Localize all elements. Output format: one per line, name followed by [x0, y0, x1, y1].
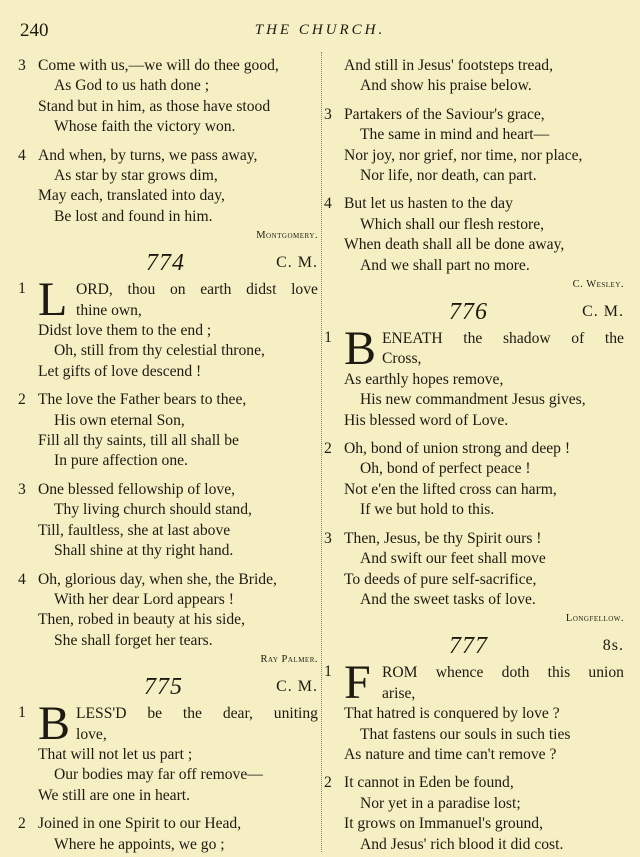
verse-line — [18, 765, 318, 785]
stanza-number: 1 — [18, 280, 26, 298]
verse-line — [18, 631, 318, 651]
verse-text: And Jesus' rich blood it did cost. — [360, 835, 564, 853]
verse-line — [18, 186, 318, 206]
verse-line — [324, 56, 624, 76]
verse-line — [18, 745, 318, 765]
verse-line — [18, 480, 318, 500]
verse-word: shadow — [502, 330, 551, 348]
verse-line: arise, — [382, 684, 416, 702]
verse-word: uniting — [273, 705, 318, 723]
verse-text: His blessed word of Love. — [344, 411, 509, 429]
verse-line — [324, 215, 624, 235]
verse-line — [18, 76, 318, 96]
verse-word: the — [463, 330, 483, 348]
verse-text: It grows on Immanuel's ground, — [344, 815, 544, 833]
verse-word: ORD, — [76, 281, 113, 299]
verse-line — [18, 431, 318, 451]
stanza-gap — [18, 806, 318, 814]
verse-line — [324, 745, 624, 765]
verse-line — [18, 835, 318, 855]
verse-word: ENEATH — [382, 330, 443, 348]
verse-line — [324, 773, 624, 793]
page-header — [20, 20, 620, 46]
verse-text: Which shall our flesh restore, — [360, 215, 545, 233]
first-verse-opening — [18, 697, 318, 751]
verse-word: whence — [435, 664, 484, 682]
verse-line — [18, 814, 318, 834]
stanza-gap — [18, 472, 318, 480]
verse-text: As God to us hath done ; — [54, 77, 210, 95]
verse-text: But let us hasten to the day — [344, 195, 513, 213]
verse-text: She shall forget her tears. — [54, 631, 213, 649]
verse-text: Oh, bond of union strong and deep ! — [344, 440, 571, 458]
hymn-number: 774 — [146, 250, 185, 277]
verse-text: That hatred is conquered by love ? — [344, 705, 560, 723]
verse-word: didst — [246, 281, 277, 299]
verse-text: Oh, bond of perfect peace ! — [360, 460, 531, 478]
verse-line — [324, 76, 624, 96]
verse-text: That will not let us part ; — [38, 745, 193, 763]
drop-capital: B — [38, 697, 71, 751]
verse-text: And still in Jesus' footsteps tread, — [344, 57, 553, 74]
verse-line — [18, 786, 318, 806]
verse-text: Then, robed in beauty at his side, — [38, 611, 245, 629]
verse-text: And show his praise below. — [360, 77, 532, 95]
verse-line — [18, 97, 318, 117]
verse-text: The same in mind and heart— — [360, 126, 550, 144]
verse-line — [76, 280, 318, 300]
verse-line — [18, 362, 318, 382]
stanza-gap — [324, 431, 624, 439]
verse-text: Nor joy, nor grief, nor time, nor place, — [344, 146, 583, 164]
verse-line — [324, 370, 624, 390]
verse-text: His own eternal Son, — [54, 411, 185, 429]
verse-line — [18, 117, 318, 137]
verse-text: And swift our feet shall move — [360, 550, 546, 568]
verse-word: LESS'D — [76, 705, 127, 723]
verse-word: this — [547, 664, 571, 682]
verse-line — [18, 146, 318, 166]
verse-word: doth — [501, 664, 530, 682]
verse-text: To deeds of pure self-sacrifice, — [344, 570, 537, 588]
stanza-number: 2 — [18, 391, 26, 409]
hymn-number: 777 — [449, 633, 488, 660]
verse-line — [18, 341, 318, 361]
stanza-gap — [18, 138, 318, 146]
verse-text: With her dear Lord appears ! — [54, 590, 234, 608]
verse-word: the — [182, 705, 202, 723]
verse-text: Fill all thy saints, till all shall be — [38, 432, 239, 450]
verse-line — [324, 725, 624, 745]
hymn-number: 776 — [449, 299, 488, 326]
stanza-gap — [18, 562, 318, 570]
verse-text: Whose faith the victory won. — [54, 118, 236, 136]
drop-capital: F — [344, 656, 371, 710]
verse-line — [18, 56, 318, 76]
verse-text: Till, faultless, she at last above — [38, 521, 231, 539]
hymn-meter: C. M. — [582, 303, 624, 321]
verse-line — [324, 459, 624, 479]
verse-line — [18, 541, 318, 561]
verse-text: Nor life, nor death, can part. — [360, 167, 537, 185]
stanza-gap — [324, 186, 624, 194]
verse-line: love, — [76, 725, 107, 743]
hymn-number: 775 — [144, 674, 183, 701]
verse-text: One blessed fellowship of love, — [38, 480, 236, 498]
verse-word: be — [147, 705, 163, 723]
verse-text: Partakers of the Saviour's grace, — [344, 105, 545, 123]
verse-text: Oh, glorious day, when she, the Bride, — [38, 570, 277, 588]
first-verse-opening — [324, 322, 624, 376]
verse-line — [324, 439, 624, 459]
verse-line — [18, 570, 318, 590]
stanza-number: 3 — [18, 57, 26, 74]
right-column — [324, 56, 624, 855]
verse-word: ROM — [382, 664, 418, 682]
stanza-number: 4 — [18, 146, 26, 164]
verse-text: Thy living church should stand, — [54, 501, 252, 519]
stanza-gap — [18, 382, 318, 390]
verse-text: Didst love them to the end ; — [38, 322, 212, 340]
first-verse-opening — [18, 273, 318, 327]
verse-line: Cross, — [382, 350, 422, 368]
verse-text: Come with us,—we will do thee good, — [38, 57, 279, 74]
verse-line — [324, 256, 624, 276]
verse-line — [18, 521, 318, 541]
verse-line — [324, 590, 624, 610]
verse-text: Stand but in him, as those have stood — [38, 97, 271, 115]
verse-line — [324, 794, 624, 814]
hymn-author: Longfellow. — [565, 613, 624, 625]
stanza-number: 3 — [324, 105, 332, 123]
verse-line — [324, 814, 624, 834]
verse-text: Then, Jesus, be thy Spirit ours ! — [344, 529, 542, 547]
verse-line — [324, 570, 624, 590]
verse-line — [18, 500, 318, 520]
verse-text: May each, translated into day, — [38, 187, 225, 205]
verse-line — [324, 549, 624, 569]
verse-text: When death shall all be done away, — [344, 236, 565, 254]
verse-text: And the sweet tasks of love. — [360, 590, 536, 608]
verse-text: Oh, still from thy celestial throne, — [54, 342, 265, 360]
verse-word: dear, — [222, 705, 253, 723]
verse-line — [382, 663, 624, 683]
verse-text: If we but hold to this. — [360, 501, 495, 519]
verse-text: Be lost and found in him. — [54, 207, 213, 225]
left-column — [18, 56, 318, 855]
running-title: THE CHURCH. — [254, 22, 386, 38]
verse-text: Not e'en the lifted cross can harm, — [344, 480, 557, 498]
verse-line — [18, 590, 318, 610]
verse-text: His new commandment Jesus gives, — [360, 391, 586, 409]
stanza-gap — [324, 765, 624, 773]
verse-word: thou — [127, 281, 156, 299]
verse-line — [324, 125, 624, 145]
verse-text: Nor yet in a paradise lost; — [360, 794, 521, 812]
verse-text: As nature and time can't remove ? — [344, 745, 557, 763]
verse-line — [324, 835, 624, 855]
verse-line — [324, 480, 624, 500]
verse-line — [324, 194, 624, 214]
stanza-gap — [324, 97, 624, 105]
drop-capital: L — [38, 273, 68, 327]
verse-line — [324, 146, 624, 166]
verse-line — [382, 329, 624, 349]
stanza-number: 1 — [18, 704, 26, 722]
verse-line — [324, 411, 624, 431]
verse-line — [324, 704, 624, 724]
verse-word: of — [571, 330, 585, 348]
stanza-number: 2 — [324, 440, 332, 458]
stanza-number: 2 — [18, 815, 26, 833]
verse-line — [324, 235, 624, 255]
drop-capital: B — [344, 322, 377, 376]
verse-text: Shall shine at thy right hand. — [54, 542, 234, 560]
verse-text: That fastens our souls in such ties — [360, 725, 571, 743]
hymn-meter: 8s. — [602, 637, 624, 655]
hymn-author: C. Wesley. — [572, 279, 624, 291]
verse-word: love — [291, 281, 318, 299]
verse-text: It cannot in Eden be found, — [344, 774, 514, 792]
verse-text: Joined in one Spirit to our Head, — [38, 815, 242, 833]
verse-text: And we shall part no more. — [360, 256, 530, 274]
verse-text: Our bodies may far off remove— — [54, 766, 263, 784]
verse-line — [324, 166, 624, 186]
verse-text: Where he appoints, we go ; — [54, 835, 225, 853]
verse-line — [18, 411, 318, 431]
verse-text: We still are one in heart. — [38, 786, 191, 804]
stanza-number: 4 — [324, 195, 332, 213]
verse-text: In pure affection one. — [54, 452, 188, 470]
hymn-meter: C. M. — [276, 254, 318, 272]
verse-line — [76, 704, 318, 724]
page-number: 240 — [20, 20, 49, 41]
verse-line — [18, 610, 318, 630]
verse-line — [324, 105, 624, 125]
stanza-number: 4 — [18, 570, 26, 588]
verse-text: As earthly hopes remove, — [344, 370, 504, 388]
verse-line — [324, 390, 624, 410]
stanza-number: 1 — [324, 329, 332, 347]
verse-word: on — [169, 281, 186, 299]
hymn-author: Montgomery. — [256, 230, 318, 242]
verse-line: thine own, — [76, 301, 142, 319]
stanza-number: 3 — [324, 529, 332, 547]
verse-word: the — [604, 330, 624, 348]
stanza-number: 3 — [18, 480, 26, 498]
stanza-gap — [324, 521, 624, 529]
stanza-number: 2 — [324, 774, 332, 792]
hymn-author: Ray Palmer. — [260, 654, 318, 666]
verse-text: The love the Father bears to thee, — [38, 391, 247, 409]
verse-line — [18, 321, 318, 341]
verse-line — [18, 451, 318, 471]
verse-line — [18, 166, 318, 186]
stanza-number: 1 — [324, 663, 332, 681]
verse-line — [18, 207, 318, 227]
verse-text: And when, by turns, we pass away, — [38, 146, 258, 164]
hymn-meter: C. M. — [276, 678, 318, 696]
verse-line — [18, 390, 318, 410]
verse-text: As star by star grows dim, — [54, 167, 218, 185]
verse-text: Let gifts of love descend ! — [38, 362, 202, 380]
verse-word: union — [588, 664, 624, 682]
column-divider — [321, 52, 323, 852]
verse-word: earth — [200, 281, 232, 299]
first-verse-opening — [324, 656, 624, 710]
verse-line — [324, 529, 624, 549]
verse-line — [324, 500, 624, 520]
